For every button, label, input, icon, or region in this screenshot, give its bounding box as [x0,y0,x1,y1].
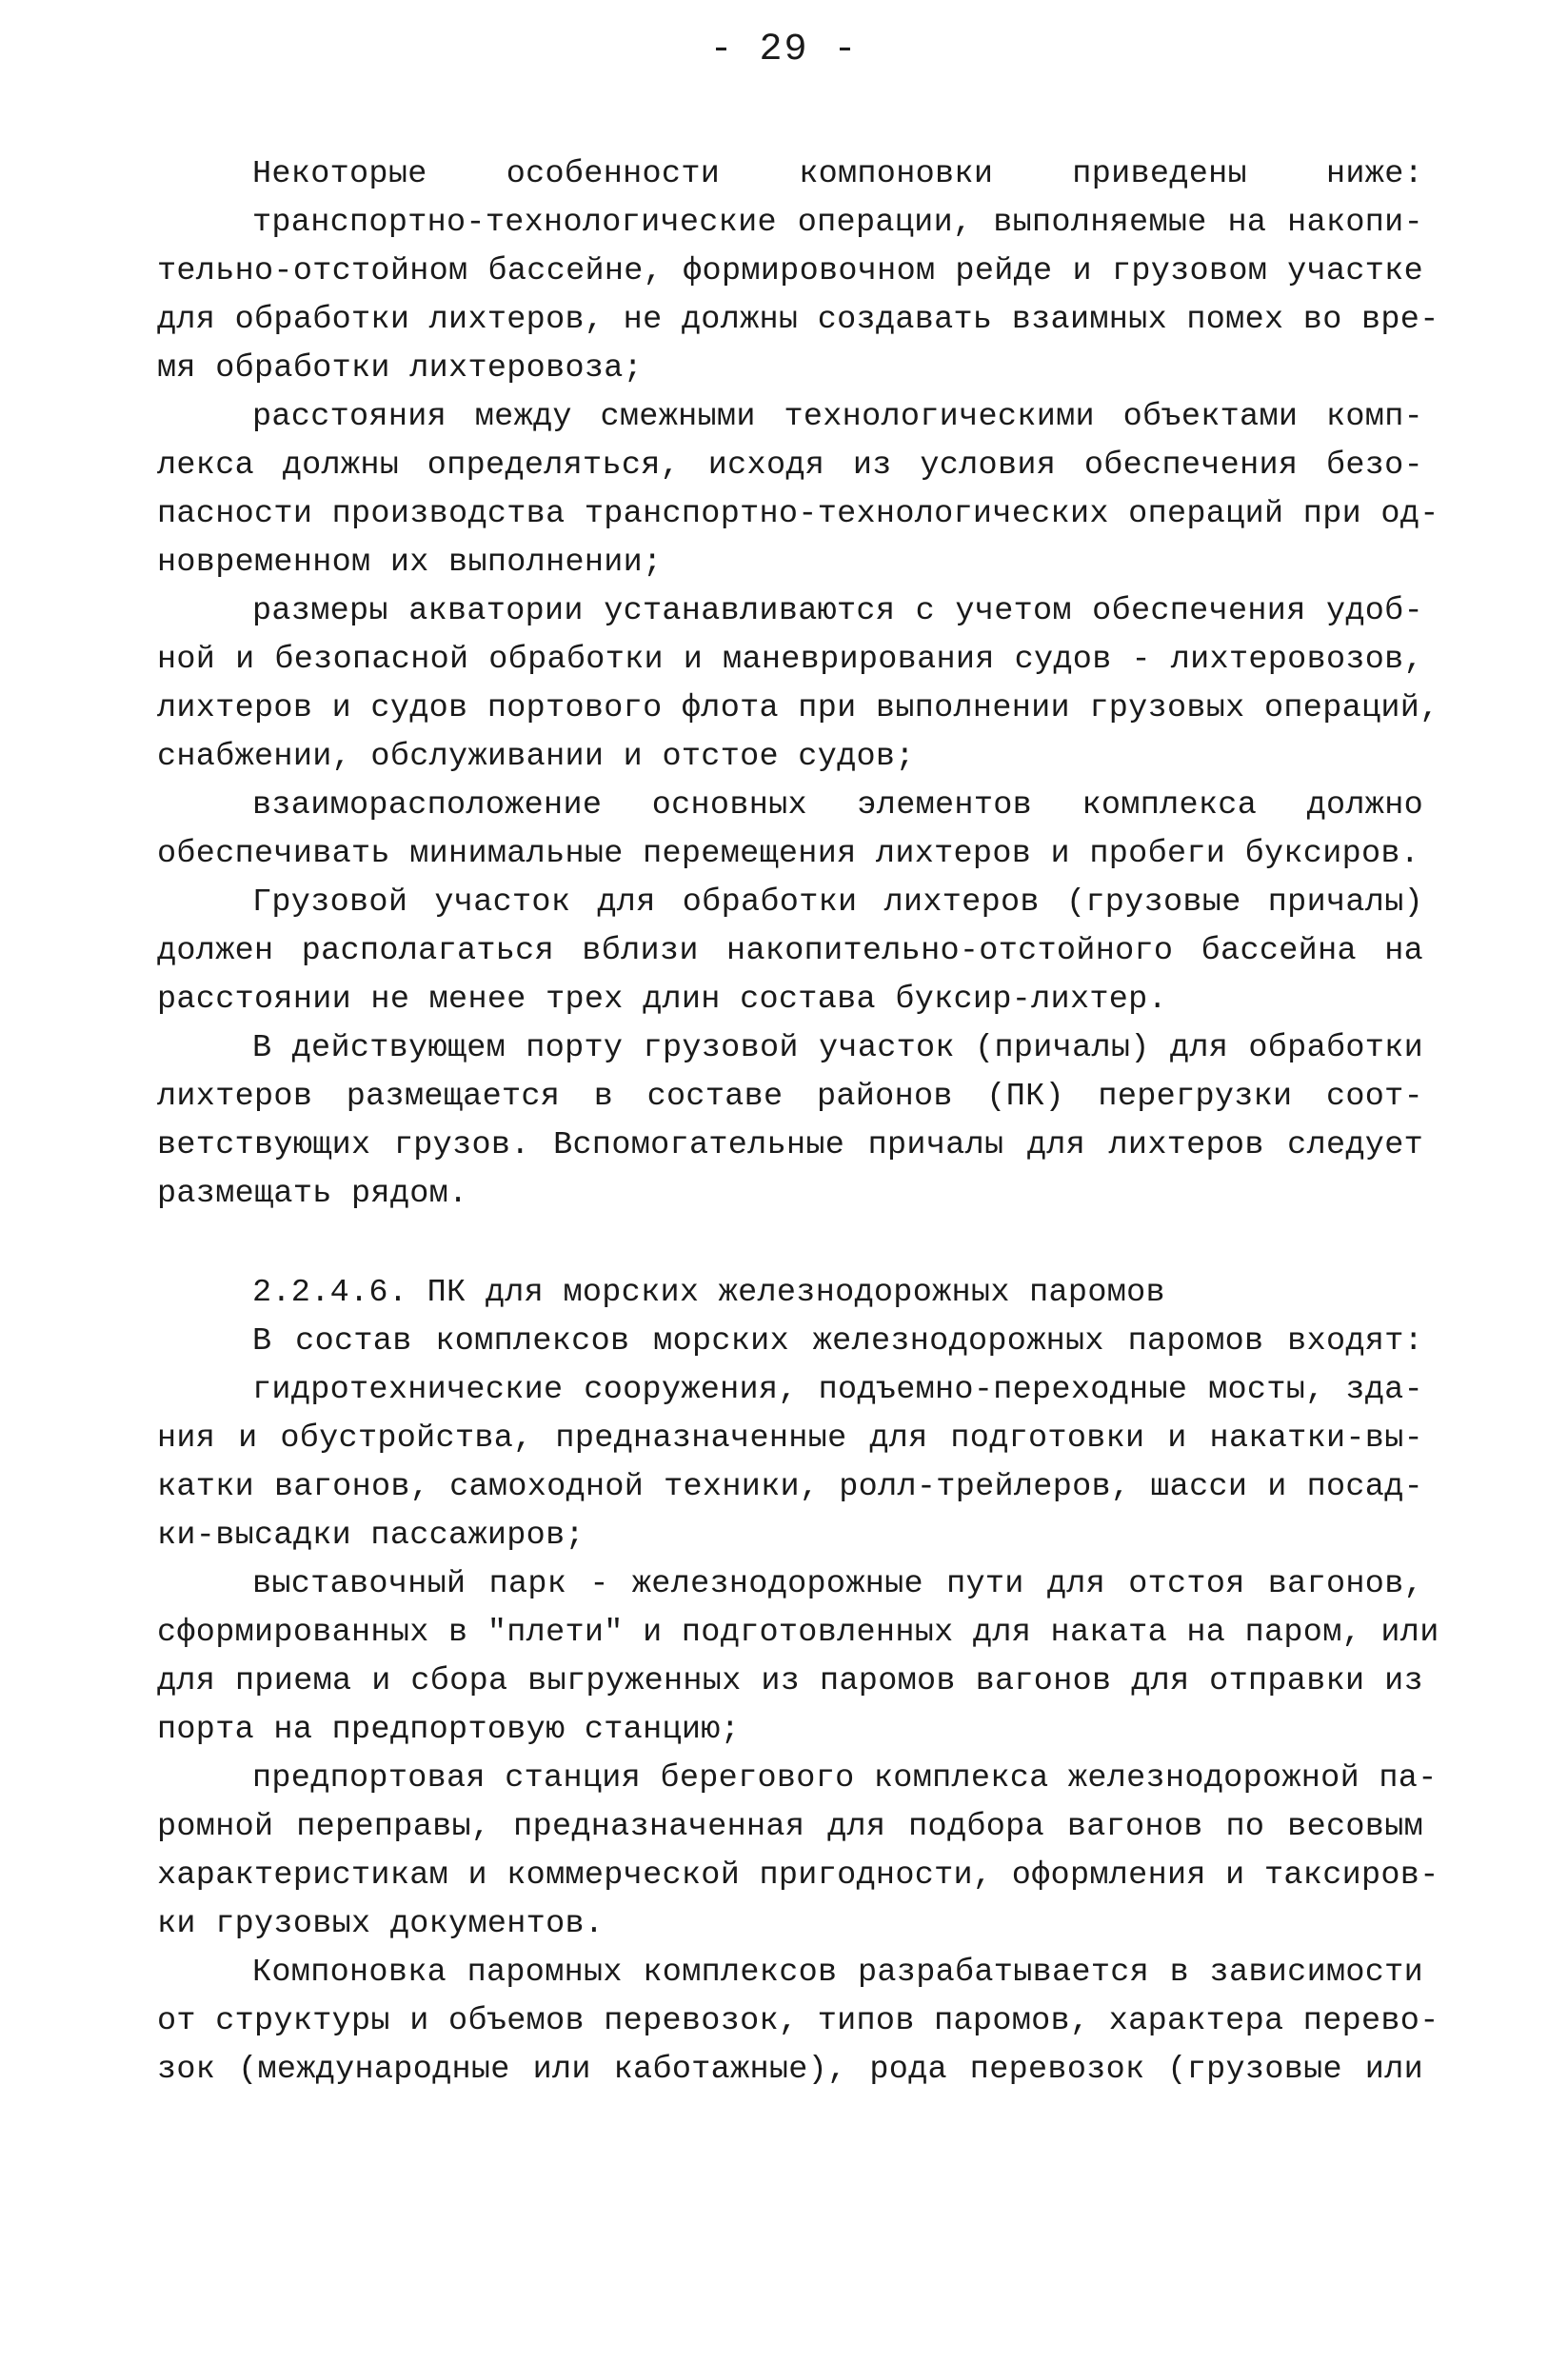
section-lighter-complex [157,150,1439,1219]
paragraph-line: сформированных в "плети" и подготовленных для наката на паром, или [157,1615,1439,1651]
paragraph-line: предпортовая станция берегового комплекса железнодорожной па- [252,1760,1438,1797]
paragraph-line: ветствующих грузов. Вспомогательные причалы для лихтеров следует [157,1127,1423,1163]
paragraph-line: для обработки лихтеров, не должны создавать взаимных помех во вре- [157,302,1439,338]
paragraph-line: ния и обустройства, предназначенные для подготовки и накатки-вы- [157,1420,1423,1457]
paragraph-line: выставочный парк - железнодорожные пути для отстоя вагонов, [252,1566,1423,1602]
paragraph-line: от структуры и объемов перевозок, типов паромов, характера перево- [157,2003,1439,2039]
paragraph-line: транспортно-технологические операции, выполняемые на накопи- [252,205,1423,241]
paragraph-line: Компоновка паромных комплексов разрабатывается в зависимости [252,1955,1423,1991]
paragraph-line: новременном их выполнении; [157,545,663,581]
paragraph-line: катки вагонов, самоходной техники, ролл-трейлеров, шасси и посад- [157,1469,1423,1505]
paragraph-line: Грузовой участок для обработки лихтеров (грузовые причалы) [252,884,1423,921]
paragraph-line: гидротехнические сооружения, подъемно-переходные мосты, зда- [252,1372,1423,1408]
paragraph-line: В состав комплексов морских железнодорожных паромов входят: [252,1323,1423,1360]
paragraph-line: В действующем порту грузовой участок (причалы) для обработки [252,1030,1423,1066]
paragraph-line: лихтеров размещается в составе районов (ПК) перегрузки соот- [157,1079,1423,1115]
paragraph-line: лихтеров и судов портового флота при выполнении грузовых операций, [157,690,1439,726]
paragraph-line: тельно-отстойном бассейне, формировочном рейде и грузовом участке [157,253,1423,289]
paragraph-line: характеристикам и коммерческой пригодности, оформления и таксиров- [157,1857,1439,1894]
paragraph-line: должен располагаться вблизи накопительно-отстойного бассейна на [157,933,1423,969]
paragraph-line: ки грузовых документов. [157,1906,605,1942]
paragraph-line: зок (международные или каботажные), рода перевозок (грузовые или [157,2052,1423,2088]
section-rail-ferry-complex [157,1269,1439,2095]
section-heading: 2.2.4.6. ПК для морских железнодорожных паромов [252,1275,1165,1311]
paragraph-line: для приема и сбора выгруженных из паромов вагонов для отправки из [157,1663,1423,1699]
paragraph-line: расстояния между смежными технологическими объектами комп- [252,399,1423,435]
paragraph-line: размеры акватории устанавливаются с учетом обеспечения удоб- [252,593,1423,629]
paragraph-line: мя обработки лихтеровоза; [157,350,644,387]
paragraph-line: расстоянии не менее трех длин состава буксир-лихтер. [157,982,1167,1018]
page-number: - 29 - [709,29,859,71]
paragraph-line: порта на предпортовую станцию; [157,1712,741,1748]
paragraph-line: ной и безопасной обработки и маневрирования судов - лихтеровозов, [157,642,1423,678]
paragraph-line: Некоторые особенности компоновки приведены ниже: [252,156,1423,192]
paragraph-line: ромной переправы, предназначенная для подбора вагонов по весовым [157,1809,1423,1845]
paragraph-line: лекса должны определяться, исходя из условия обеспечения безо- [157,447,1423,484]
paragraph-line: взаиморасположение основных элементов комплекса должно [252,787,1423,824]
paragraph-line: размещать рядом. [157,1176,468,1212]
paragraph-line: пасности производства транспортно-технологических операций при од- [157,496,1439,532]
paragraph-line: обеспечивать минимальные перемещения лихтеров и пробеги буксиров. [157,836,1420,872]
paragraph-line: ки-высадки пассажиров; [157,1518,585,1554]
paragraph-line: снабжении, обслуживании и отстое судов; [157,739,915,775]
